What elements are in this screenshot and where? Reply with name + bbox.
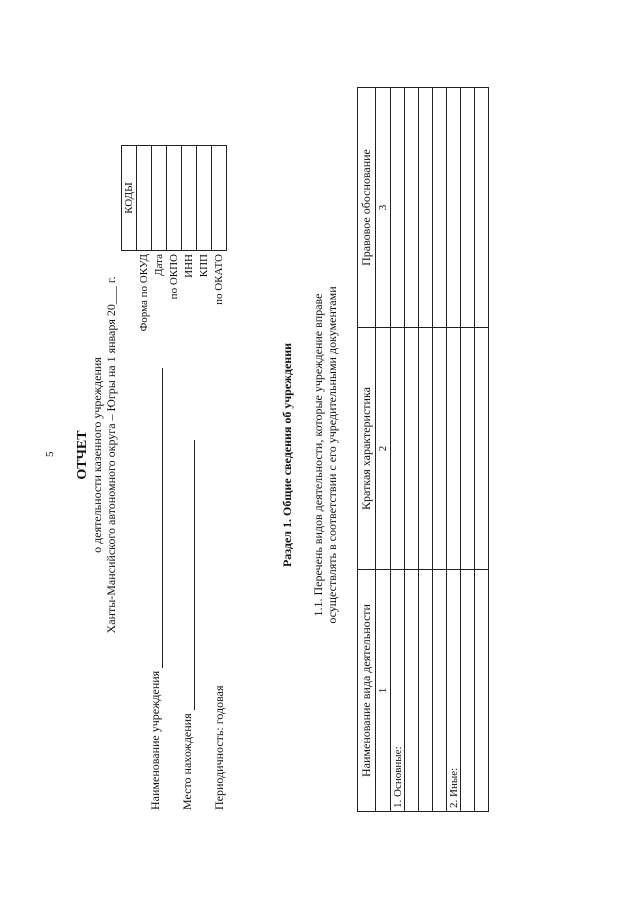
location-line — [183, 440, 195, 710]
table-row — [475, 88, 489, 812]
code-value-kpp — [197, 146, 212, 251]
col-number-2: 2 — [376, 328, 391, 570]
report-subtitle-2: Ханты-Мансийского автономного округа – Югры на 1 января 20___ г. — [104, 276, 118, 634]
code-value-okud — [137, 146, 152, 251]
col-header-legal-basis: Правовое обоснование — [358, 88, 376, 328]
codes-table — [121, 145, 227, 352]
report-subtitle-1: о деятельности казенного учреждения — [90, 357, 104, 553]
table-row — [433, 88, 447, 812]
location-field — [180, 440, 195, 810]
code-value-inn — [182, 146, 197, 251]
code-label-kpp: КПП — [198, 254, 210, 278]
code-label-date: Дата — [153, 254, 165, 276]
table-number-row — [376, 88, 391, 812]
col-number-3: 3 — [376, 88, 391, 328]
institution-name-field — [148, 368, 163, 810]
code-label-inn: ИНН — [183, 254, 195, 278]
col-number-1: 1 — [376, 570, 391, 812]
col-header-description: Краткая характеристика — [358, 328, 376, 570]
table-header-row — [358, 88, 376, 812]
report-title: ОТЧЕТ — [75, 430, 90, 480]
periodicity-label: Периодичность: годовая — [212, 685, 226, 810]
activities-table — [357, 87, 489, 812]
table-row — [391, 88, 405, 812]
group-other-label: 2. Иные: — [447, 570, 461, 812]
table-row — [461, 88, 475, 812]
institution-name-line — [151, 368, 163, 668]
code-label-okpo: по ОКПО — [168, 254, 180, 300]
code-value-okato — [212, 146, 227, 251]
code-value-okpo — [167, 146, 182, 251]
location-label: Место нахождения — [180, 713, 194, 810]
periodicity-field — [212, 686, 227, 810]
table-row — [419, 88, 433, 812]
institution-name-label: Наименование учреждения — [148, 670, 162, 810]
table-row — [447, 88, 461, 812]
section-subtitle-1: 1.1. Перечень видов деятельности, которые учреждение вправе — [311, 293, 325, 617]
col-header-activity: Наименование вида деятельности — [358, 570, 376, 812]
page-number: 5 — [44, 451, 56, 457]
table-row — [405, 88, 419, 812]
code-label-okud: Форма по ОКУД — [138, 254, 150, 332]
code-label-okato: по ОКАТО — [213, 254, 225, 305]
codes-header: КОДЫ — [122, 146, 137, 251]
section-title: Раздел 1. Общие сведения об учреждении — [280, 342, 294, 568]
group-main-label: 1. Основные: — [391, 570, 405, 812]
code-value-date — [152, 146, 167, 251]
section-subtitle-2: осуществлять в соответствии с его учредительными документами — [325, 286, 339, 624]
